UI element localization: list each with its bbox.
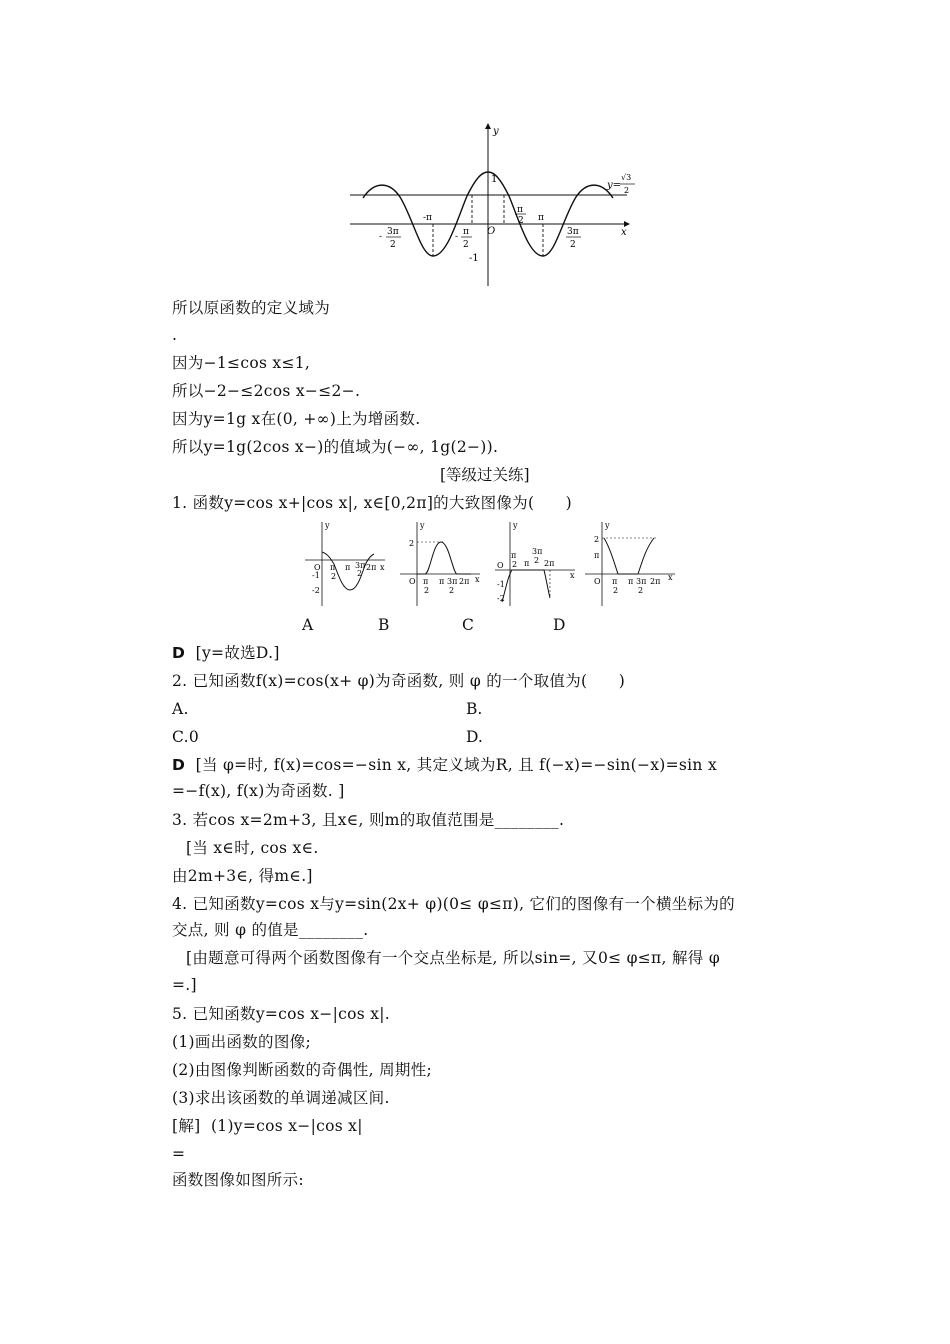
svg-text:-1: -1 <box>312 571 320 580</box>
q2-option-b: B. <box>466 700 483 718</box>
question-2: 2. 已知函数f(x)=cos(x+ φ)为奇函数, 则 φ 的一个取值为( ) <box>172 672 626 690</box>
x-label: x <box>621 227 627 238</box>
option-a-label: A <box>302 616 314 634</box>
svg-text:2: 2 <box>638 586 644 595</box>
question-5: 5. 已知函数y=cos x−|cos x|. <box>172 1005 390 1023</box>
svg-text:O: O <box>409 577 416 586</box>
answer-1: D [y=故选D.] <box>172 644 280 662</box>
svg-text:π: π <box>538 213 544 223</box>
graph-b <box>400 521 480 606</box>
line-label-den: 2 <box>624 186 630 195</box>
svg-text:2π: 2π <box>650 577 661 586</box>
svg-text:3π: 3π <box>447 577 458 586</box>
svg-text:π: π <box>511 551 517 560</box>
answer-2-cont: =−f(x), f(x)为奇函数. ] <box>172 782 345 800</box>
svg-text:2: 2 <box>534 556 540 565</box>
final-line: 函数图像如图所示: <box>172 1171 304 1189</box>
text-line: 所以原函数的定义域为 <box>172 299 331 317</box>
q2-option-c: C.0 <box>172 728 199 746</box>
svg-text:2: 2 <box>570 240 576 250</box>
svg-text:2: 2 <box>518 216 524 226</box>
question-5-part1: (1)画出函数的图像; <box>172 1033 311 1051</box>
question-5-part2: (2)由图像判断函数的奇偶性, 周期性; <box>172 1061 433 1079</box>
svg-text:π: π <box>594 551 600 560</box>
svg-text:2: 2 <box>449 586 455 595</box>
svg-text:2: 2 <box>409 539 415 548</box>
question-1: 1. 函数y=cos x+|cos x|, x∈[0,2π]的大致图像为( ) <box>172 494 573 512</box>
svg-text:y: y <box>513 521 518 530</box>
svg-text:-2: -2 <box>497 594 505 603</box>
svg-text:y: y <box>420 521 425 530</box>
label-origin: O <box>487 226 496 237</box>
text-line: 因为−1≤cos x≤1, <box>172 354 311 372</box>
equals-line: = <box>172 1145 186 1163</box>
svg-text:3π: 3π <box>387 227 399 237</box>
svg-text:y: y <box>605 521 610 530</box>
svg-text:y: y <box>325 521 330 530</box>
graph-a <box>305 521 385 606</box>
svg-text:3π: 3π <box>567 227 579 237</box>
text-line: 所以−2−≤2cos x−≤2−. <box>172 382 361 400</box>
graph-d <box>585 521 675 606</box>
svg-text:π: π <box>612 577 618 586</box>
text-line: . <box>172 326 178 344</box>
y-label: y <box>493 126 499 137</box>
svg-text:π: π <box>463 227 469 237</box>
svg-text:O: O <box>594 577 601 586</box>
svg-text:2π: 2π <box>366 563 377 572</box>
svg-text:-: - <box>455 232 459 242</box>
svg-text:π: π <box>439 577 445 586</box>
svg-text:x: x <box>570 571 575 580</box>
option-c-label: C <box>462 616 474 634</box>
svg-text:2: 2 <box>357 569 363 578</box>
svg-text:3π: 3π <box>355 561 366 570</box>
svg-text:O: O <box>314 563 321 572</box>
label-one: 1 <box>491 174 498 185</box>
answer-4-line2: =.] <box>172 976 197 994</box>
question-3: 3. 若cos x=2m+3, 且x∈, 则m的取值范围是________. <box>172 811 565 829</box>
svg-text:x: x <box>475 575 480 584</box>
svg-text:π: π <box>345 563 351 572</box>
svg-text:π: π <box>524 559 530 568</box>
svg-text:3π: 3π <box>636 577 647 586</box>
section-heading: [等级过关练] <box>440 466 530 484</box>
line-label: y= <box>607 180 622 191</box>
answer-3-line2: 由2m+3∈, 得m∈.] <box>172 867 313 885</box>
answer-2: D [当 φ=时, f(x)=cos=−sin x, 其定义域为R, 且 f(−x)=−sin(−x)=sin x <box>172 756 717 774</box>
question-4-cont: 交点, 则 φ 的值是________. <box>172 921 369 939</box>
label-minus-one: -1 <box>469 253 479 264</box>
svg-text:2: 2 <box>613 586 619 595</box>
answer-4-line1: [由题意可得两个函数图像有一个交点坐标是, 所以sin=, 又0≤ φ≤π, 解得 φ <box>186 949 720 967</box>
svg-text:O: O <box>497 561 504 570</box>
svg-text:-π: -π <box>423 213 432 223</box>
svg-text:-2: -2 <box>312 586 320 595</box>
svg-text:π: π <box>517 205 523 215</box>
q2-option-a: A. <box>172 700 189 718</box>
graph-c <box>495 521 575 606</box>
q2-option-d: D. <box>466 728 483 746</box>
option-b-label: B <box>378 616 390 634</box>
svg-text:x: x <box>380 563 385 572</box>
svg-text:3π: 3π <box>532 547 543 556</box>
svg-text:2: 2 <box>331 572 337 581</box>
cosine-graph <box>345 122 645 288</box>
svg-text:2π: 2π <box>544 559 555 568</box>
svg-text:2π: 2π <box>459 577 470 586</box>
svg-text:2: 2 <box>424 586 430 595</box>
svg-text:-: - <box>379 232 383 242</box>
text-line: 因为y=1g x在(0, +∞)上为增函数. <box>172 410 421 428</box>
svg-text:π: π <box>330 563 336 572</box>
svg-text:2: 2 <box>390 240 396 250</box>
svg-text:2: 2 <box>512 560 518 569</box>
svg-text:x: x <box>668 573 673 582</box>
line-label-num: √3 <box>621 173 632 182</box>
svg-text:π: π <box>423 577 429 586</box>
option-d-label: D <box>553 616 566 634</box>
answer-3-line1: [当 x∈时, cos x∈. <box>186 839 319 857</box>
text-line: 所以y=1g(2cos x−)的值域为(−∞, 1g(2−)). <box>172 438 499 456</box>
option-graphs <box>300 518 680 610</box>
svg-text:-1: -1 <box>497 580 505 589</box>
question-4: 4. 已知函数y=cos x与y=sin(2x+ φ)(0≤ φ≤π), 它们的图像有一个横坐标为的 <box>172 895 735 913</box>
svg-text:π: π <box>628 577 634 586</box>
svg-text:2: 2 <box>463 240 469 250</box>
solution-line: [解] (1)y=cos x−|cos x| <box>172 1117 363 1135</box>
question-5-part3: (3)求出该函数的单调递减区间. <box>172 1089 390 1107</box>
svg-text:2: 2 <box>594 535 600 544</box>
